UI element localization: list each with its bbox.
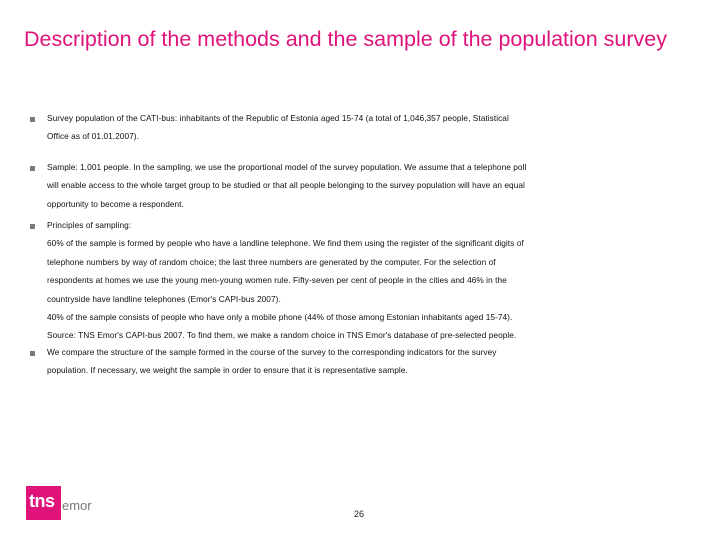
bullet-text-line: Sample: 1,001 people. In the sampling, we use the proportional model of the survey population. We assume that a telephone poll	[47, 162, 527, 172]
page-number: 26	[354, 509, 365, 519]
square-bullet-icon	[30, 117, 35, 122]
bullet-text-line: Principles of sampling:	[47, 220, 132, 230]
bullet-text-line: countryside have landline telephones (Emor's CAPI-bus 2007).	[47, 293, 281, 304]
bullet-text-line: population. If necessary, we weight the sample in order to ensure that it is representative sample.	[47, 365, 408, 376]
bullet-text-line: opportunity to become a respondent.	[47, 198, 184, 209]
bullet-text-line: respondents at homes we use the young men-young women rule. Fifty-seven per cent of people in the cities and 46% in the	[47, 275, 507, 286]
bullet-text-line: telephone numbers by way of random choice; the last three numbers are generated by the computer. For the selection of	[47, 256, 496, 267]
logo-tns-text: tns	[29, 491, 55, 511]
page-title: Description of the methods and the sample of the population survey	[24, 27, 667, 51]
bullet-text-line: Survey population of the CATI-bus: inhabitants of the Republic of Estonia aged 15-74 (a total of 1,046,357 people, Statistical	[47, 113, 509, 123]
bullet-text-line: Source: TNS Emor's CAPI-bus 2007. To find them, we make a random choice in TNS Emor's database of pre-selected people.	[47, 330, 517, 341]
tns-emor-logo	[26, 486, 106, 522]
square-bullet-icon	[30, 166, 35, 171]
square-bullet-icon	[30, 351, 35, 356]
bullet-text-line: will enable access to the whole target group to be studied or that all people belonging to the survey population will have an equal	[47, 180, 525, 191]
bullet-text-line: We compare the structure of the sample formed in the course of the survey to the corresponding indicators for the survey	[47, 347, 497, 357]
bullet-text-line: 60% of the sample is formed by people who have a landline telephone. We find them using the register of the significant digits of	[47, 238, 524, 249]
square-bullet-icon	[30, 224, 35, 229]
bullet-text-line: 40% of the sample consists of people who have only a mobile phone (44% of those among Estonian inhabitants aged 15-74).	[47, 312, 513, 323]
bullet-text-line: Office as of 01.01.2007).	[47, 131, 139, 142]
logo-emor-text: emor	[62, 498, 92, 513]
